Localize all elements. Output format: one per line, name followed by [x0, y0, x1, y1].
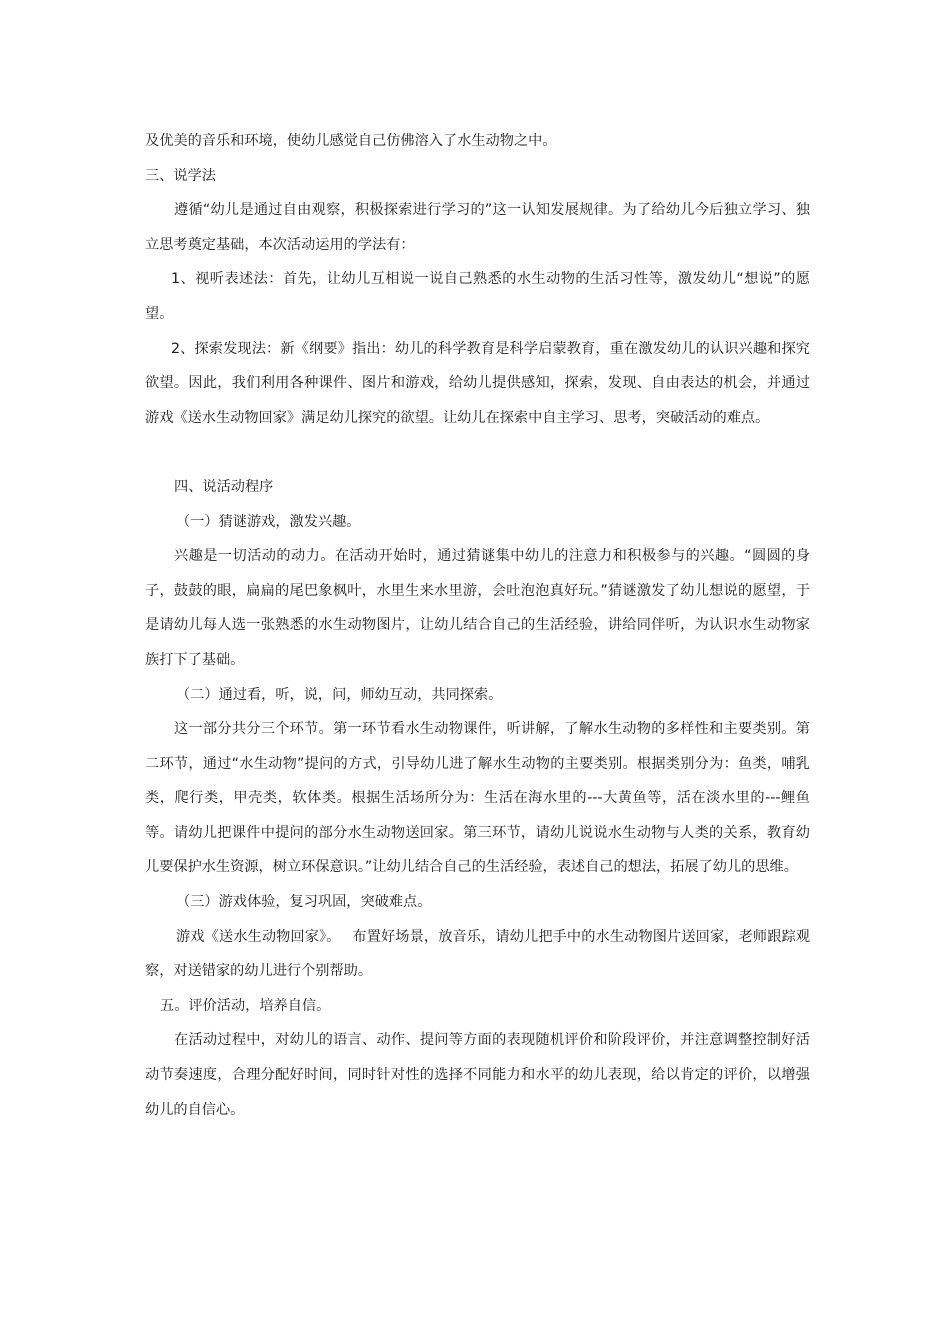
blank-line — [145, 435, 810, 470]
subheading-step-2: （二）通过看，听，说，问，师幼互动，共同探索。 — [176, 686, 503, 703]
paragraph-step-1: 兴趣是一切活动的动力。在活动开始时，通过猜谜集中幼儿的注意力和积极参与的兴趣。“圆圆的身子，鼓鼓的眼，扁扁的尾巴象枫叶，水里生来水里游，会吐泡泡真好玩。”猜谜激发了幼儿想说的愿望，于是请幼儿每人选一张熟悉的水生动物图片，让幼儿结合自己的生活经验，讲给同伴听，为认识水生动物家族打下了基础。 — [145, 548, 810, 668]
paragraph-method-2: 2、探索发现法：新《纲要》指出：幼儿的科学教育是科学启蒙教育，重在激发幼儿的认识兴趣和探究欲望。因此，我们利用各种课件、图片和游戏，给幼儿提供感知，探索，发现、自由表达的机会，并通过游戏《送水生动物回家》满足幼儿探究的欲望。让幼儿在探索中自主学习、思考，突破活动的难点。 — [145, 340, 810, 426]
paragraph-step-3: 游戏《送水生动物回家》。 布置好场景，放音乐，请幼儿把手中的水生动物图片送回家，老师跟踪观察，对送错家的幼儿进行个别帮助。 — [145, 928, 810, 980]
paragraph-continuation: 及优美的音乐和环境，使幼儿感觉自己仿佛溶入了水生动物之中。 — [145, 133, 557, 149]
section-heading-procedure: 四、说活动程序 — [174, 478, 274, 495]
subheading-step-1: （一）猜谜游戏，激发兴趣。 — [176, 513, 361, 530]
section-heading-study-methods: 三、说学法 — [145, 167, 216, 184]
paragraph-study-intro: 遵循“幼儿是通过自由观察，积极探索进行学习的”这一认知发展规律。为了给幼儿今后独立学习、独立思考奠定基础，本次活动运用的学法有： — [145, 202, 810, 253]
subheading-step-3: （三）游戏体验，复习巩固，突破难点。 — [176, 894, 432, 911]
section-heading-evaluation: 五。评价活动，培养自信。 — [160, 997, 331, 1014]
paragraph-step-2: 这一部分共分三个环节。第一环节看水生动物课件，听讲解，了解水生动物的多样性和主要类别。第二环节，通过“水生动物”提问的方式，引导幼儿进了解水生动物的主要类别。根据类别分为：鱼类，哺乳类，爬行类，甲壳类，软体类。根据生活场所分为：生活在海水里的---大黄鱼等，活在淡水里的---鲤鱼等。请幼儿把课件中提问的部分水生动物送回家。第三环节，请幼儿说说水生动物与人类的关系，教育幼儿要保护水生资源，树立环保意识。”让幼儿结合自己的生活经验，表述自己的想法，拓展了幼儿的思维。 — [145, 721, 810, 876]
paragraph-evaluation: 在活动过程中，对幼儿的语言、动作、提问等方面的表现随机评价和阶段评价，并注意调整控制好活动节奏速度，合理分配好时间，同时针对性的选择不同能力和水平的幼儿表现，给以肯定的评价，以增强幼儿的自信心。 — [145, 1032, 810, 1118]
paragraph-method-1: 1、视听表述法：首先，让幼儿互相说一说自己熟悉的水生动物的生活习性等，激发幼儿“想说”的愿望。 — [145, 271, 810, 322]
document-body — [145, 124, 810, 1127]
